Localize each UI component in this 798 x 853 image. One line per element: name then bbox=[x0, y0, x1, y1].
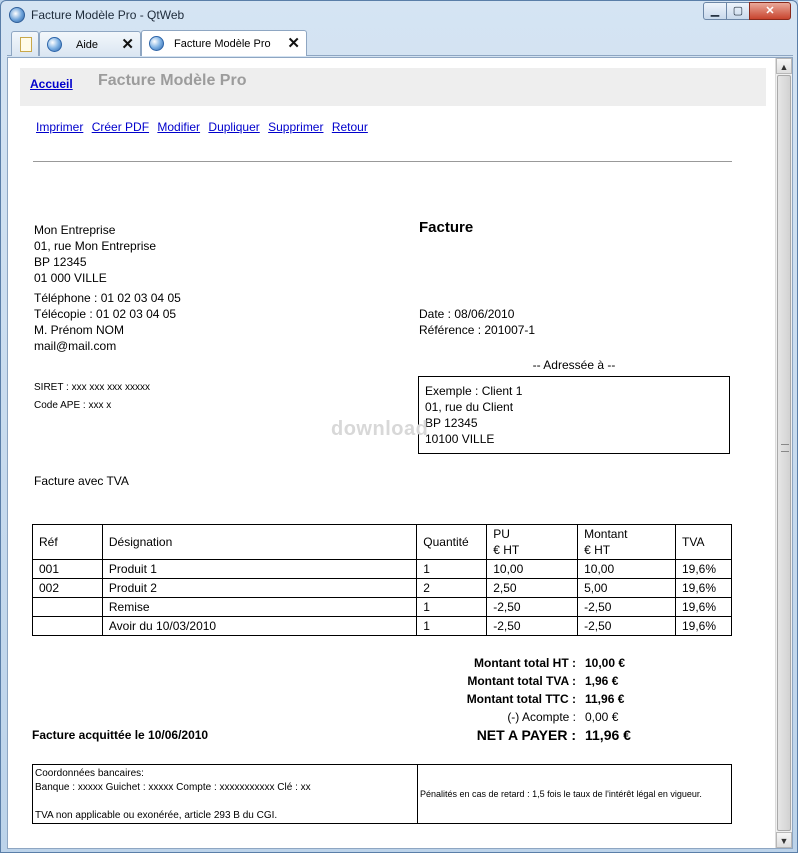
company-street: 01, rue Mon Entreprise bbox=[34, 239, 157, 253]
watermark: download bbox=[331, 418, 429, 440]
company-phone: Téléphone : 01 02 03 04 05 bbox=[34, 291, 181, 305]
total-ht-row: Montant total HT : 10,00 € bbox=[474, 656, 626, 670]
invoice-page bbox=[8, 58, 776, 848]
create-pdf-link[interactable]: Créer PDF bbox=[91, 120, 150, 134]
col-ref: Réf bbox=[33, 525, 103, 560]
col-quantity: Quantité bbox=[417, 525, 487, 560]
duplicate-link[interactable]: Dupliquer bbox=[208, 120, 260, 134]
globe-icon bbox=[47, 37, 62, 52]
home-link[interactable]: Accueil bbox=[30, 77, 73, 91]
minimize-button[interactable]: ▁ bbox=[703, 2, 727, 20]
company-ape: Code APE : xxx x bbox=[34, 400, 112, 411]
table-row: Avoir du 10/03/2010 1 -2,50 -2,50 19,6% bbox=[33, 617, 732, 636]
invoice-items-table bbox=[32, 524, 732, 636]
company-contact bbox=[34, 290, 181, 354]
addressed-to-label: -- Adressée à -- bbox=[532, 358, 616, 372]
back-link[interactable]: Retour bbox=[331, 120, 368, 134]
penalties-note: Pénalités en cas de retard : 1,5 fois le taux de l'intérêt légal en vigueur. bbox=[420, 789, 702, 799]
company-address bbox=[34, 222, 156, 286]
grip-icon bbox=[781, 444, 789, 452]
client-street: 01, rue du Client bbox=[425, 400, 514, 414]
tva-note: Facture avec TVA bbox=[34, 474, 129, 488]
table-row: 001 Produit 1 1 10,00 10,00 19,6% bbox=[33, 560, 732, 579]
edit-link[interactable]: Modifier bbox=[157, 120, 201, 134]
col-tva: TVA bbox=[676, 525, 732, 560]
page-header bbox=[20, 68, 766, 106]
table-row: Remise 1 -2,50 -2,50 19,6% bbox=[33, 598, 732, 617]
company-contact-name: M. Prénom NOM bbox=[34, 323, 125, 337]
paid-note: Facture acquittée le 10/06/2010 bbox=[32, 728, 209, 742]
invoice-reference: Référence : 201007-1 bbox=[419, 323, 536, 337]
client-bp: BP 12345 bbox=[425, 416, 478, 430]
table-header-row bbox=[33, 525, 732, 560]
client-city: 10100 VILLE bbox=[425, 432, 495, 446]
totals-block bbox=[438, 654, 638, 744]
scroll-up-arrow-icon[interactable]: ▲ bbox=[776, 58, 792, 74]
vertical-scrollbar[interactable] bbox=[775, 58, 792, 848]
company-name: Mon Entreprise bbox=[34, 223, 116, 237]
col-montant: Montant € HT bbox=[578, 525, 676, 560]
total-ttc-row: Montant total TTC : 11,96 € bbox=[466, 692, 625, 706]
bank-line: Banque : xxxxx Guichet : xxxxx Compte : xxxxxxxxxxx Clé : xx bbox=[35, 782, 311, 793]
scroll-thumb[interactable] bbox=[777, 75, 791, 831]
col-pu: PU € HT bbox=[487, 525, 578, 560]
table-row: 002 Produit 2 2 2,50 5,00 19,6% bbox=[33, 579, 732, 598]
company-city: 01 000 VILLE bbox=[34, 271, 107, 285]
col-designation: Désignation bbox=[102, 525, 416, 560]
company-bp: BP 12345 bbox=[34, 255, 87, 269]
close-tab-icon[interactable]: ✕ bbox=[121, 36, 134, 53]
web-viewport bbox=[7, 57, 793, 849]
bank-details bbox=[33, 765, 418, 823]
tva-legal: TVA non applicable ou exonérée, article 293 B du CGI. bbox=[35, 810, 278, 821]
total-tva-row: Montant total TVA : 1,96 € bbox=[467, 674, 619, 688]
company-fax: Télécopie : 01 02 03 04 05 bbox=[34, 307, 177, 321]
company-email: mail@mail.com bbox=[34, 339, 117, 353]
tab-bar bbox=[7, 30, 793, 56]
deposit-row: (-) Acompte : 0,00 € bbox=[507, 710, 619, 724]
tab-aide[interactable] bbox=[39, 31, 141, 56]
print-link[interactable]: Imprimer bbox=[36, 120, 84, 134]
title-bar[interactable] bbox=[1, 1, 797, 29]
close-tab-icon[interactable]: ✕ bbox=[287, 35, 300, 52]
net-to-pay-row: NET A PAYER : 11,96 € bbox=[476, 727, 631, 743]
close-window-button[interactable]: ✕ bbox=[749, 2, 791, 20]
delete-link[interactable]: Supprimer bbox=[268, 120, 324, 134]
client-name: Exemple : Client 1 bbox=[425, 384, 523, 398]
company-legal bbox=[34, 378, 150, 414]
globe-icon bbox=[149, 36, 164, 51]
new-tab-button[interactable] bbox=[11, 31, 39, 56]
tab-aide-label: Aide bbox=[76, 39, 99, 51]
invoice-title: Facture bbox=[419, 219, 474, 236]
company-siret: SIRET : xxx xxx xxx xxxxx bbox=[34, 382, 150, 393]
footer-box bbox=[32, 764, 732, 824]
bank-title: Coordonnées bancaires: bbox=[35, 768, 144, 779]
new-page-icon bbox=[20, 37, 32, 52]
tab-facture[interactable] bbox=[141, 30, 307, 56]
qtweb-icon bbox=[9, 7, 25, 23]
tab-facture-label: Facture Modèle Pro bbox=[174, 38, 271, 50]
divider bbox=[33, 161, 732, 162]
action-links bbox=[36, 120, 373, 134]
window-title: Facture Modèle Pro - QtWeb bbox=[31, 8, 185, 22]
page-title: Facture Modèle Pro bbox=[98, 72, 247, 89]
client-address-box bbox=[418, 376, 730, 454]
maximize-button[interactable]: ▢ bbox=[726, 2, 750, 20]
scroll-down-arrow-icon[interactable]: ▼ bbox=[776, 832, 792, 848]
invoice-meta bbox=[419, 306, 535, 338]
invoice-date: Date : 08/06/2010 bbox=[419, 307, 515, 321]
